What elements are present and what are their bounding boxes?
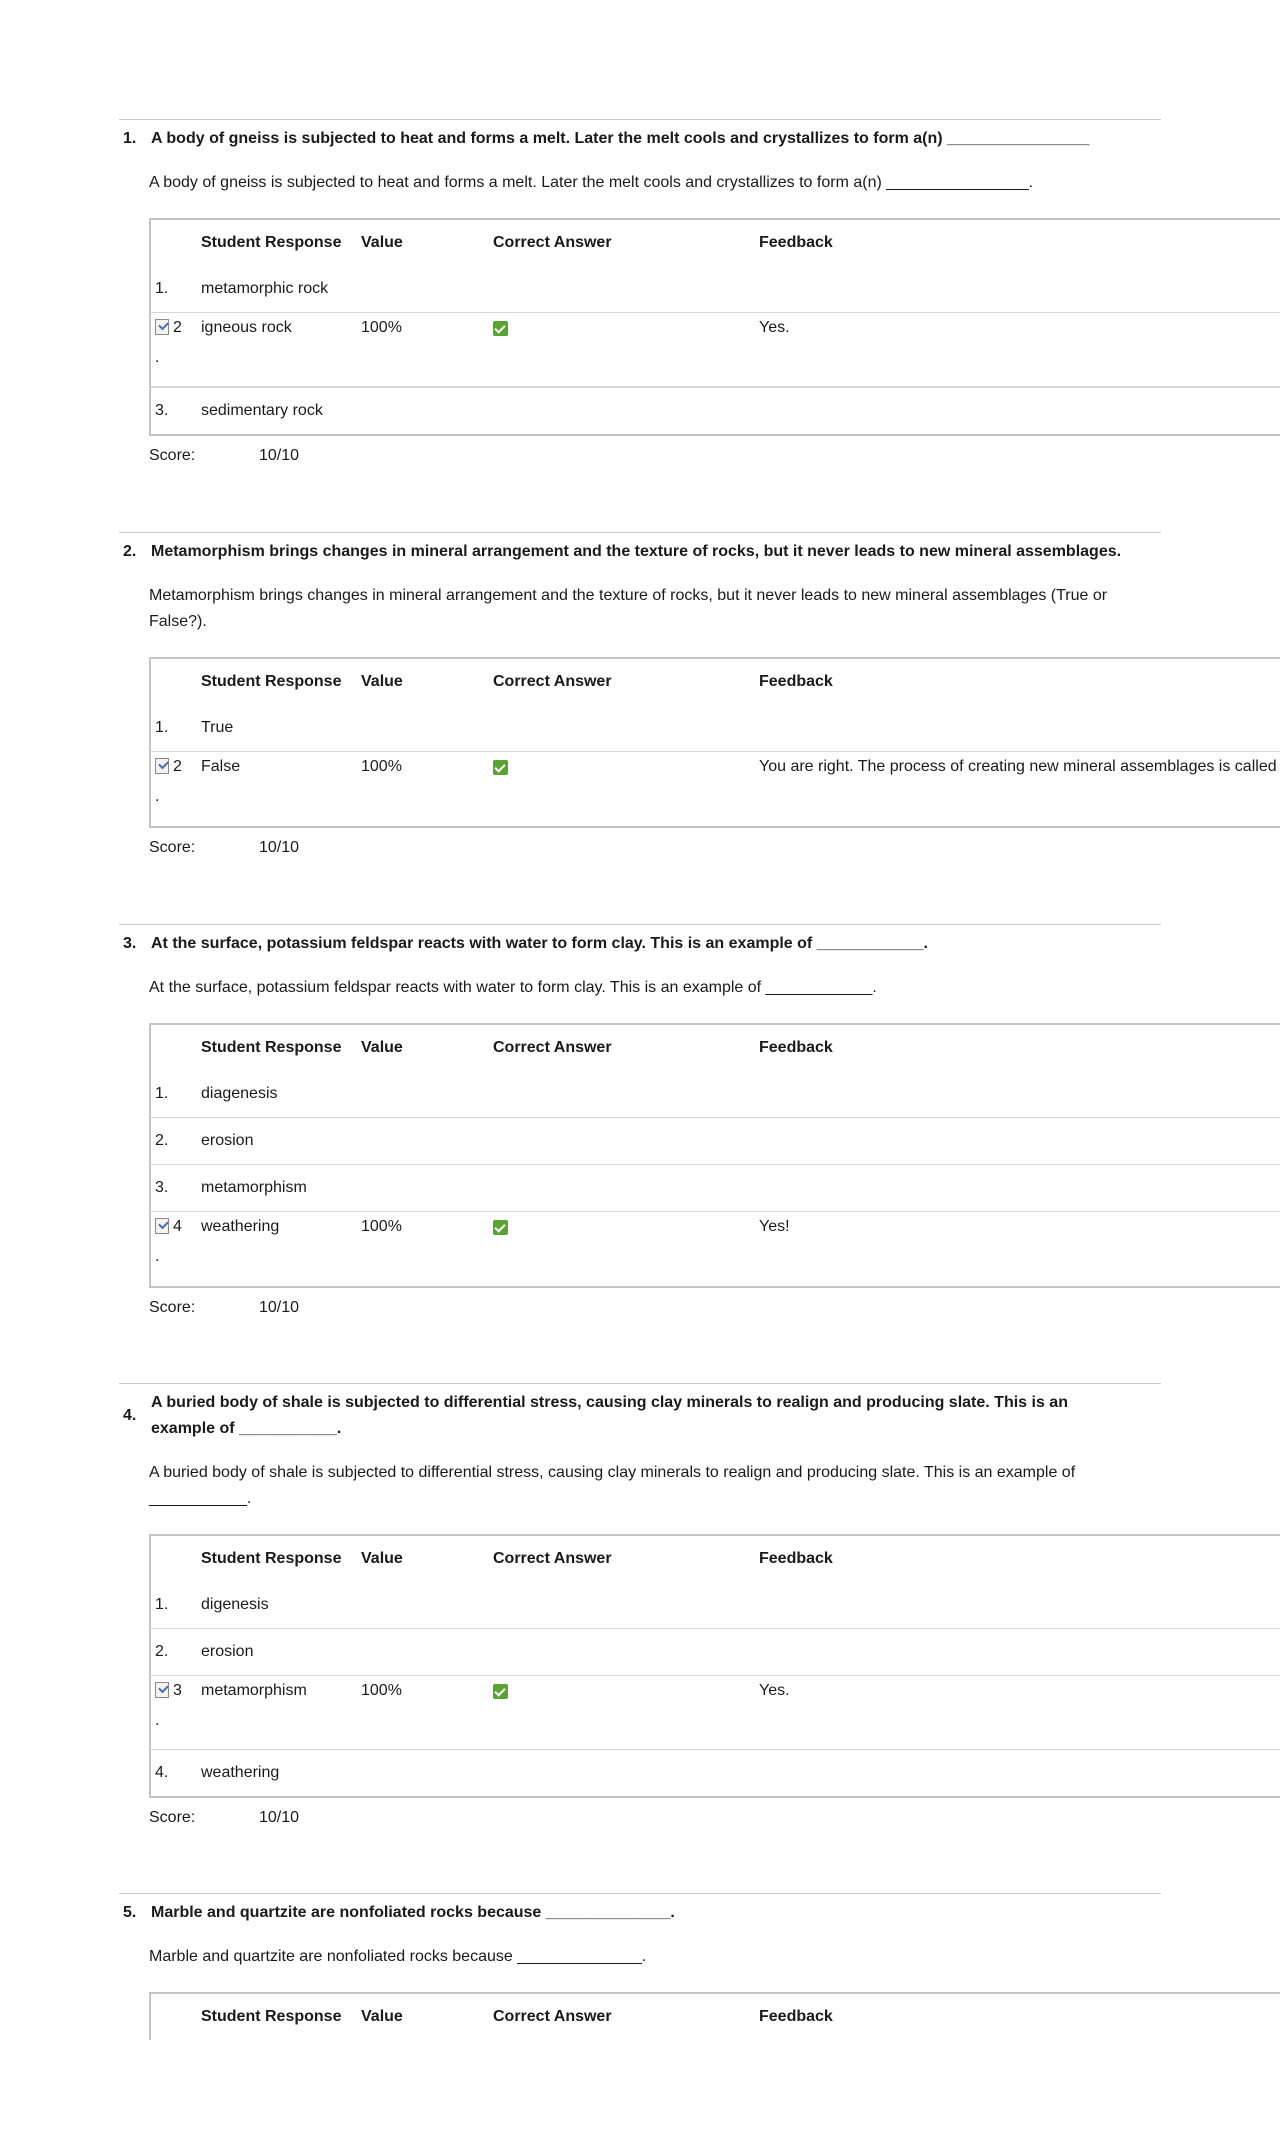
score-row (149, 836, 1280, 860)
response-table (149, 218, 1280, 436)
col-correct-answer: Correct Answer (493, 673, 612, 690)
table-row-selected: 3 . metamorphism 100% Yes. (151, 1676, 1280, 1750)
score-value: 10/10 (259, 1809, 300, 1826)
option-index: 2 (173, 319, 182, 336)
question-header (119, 1390, 1161, 1442)
question-number: 5. (123, 1904, 137, 1921)
question-text: A buried body of shale is subjected to differential stress, causing clay minerals to realign and producing slate. This is an example of ___________. (149, 1464, 1076, 1507)
response-table (149, 1534, 1280, 1798)
option-value: 100% (361, 758, 402, 775)
question-number: 4. (123, 1407, 137, 1424)
table-row-selected: 4 . weathering 100% Yes! (151, 1212, 1280, 1286)
correct-check-icon (493, 1220, 508, 1235)
table-row (151, 1582, 1280, 1629)
option-response: metamorphic rock (201, 280, 329, 297)
correct-check-icon (493, 321, 508, 336)
table-row (151, 1750, 1280, 1796)
score-value: 10/10 (259, 1299, 300, 1316)
question-text: Metamorphism brings changes in mineral arrangement and the texture of rocks, but it never leads to new mineral assemblages (True or False?). (149, 587, 1108, 630)
option-index: 3. (155, 402, 169, 419)
option-value: 100% (361, 319, 402, 336)
question-text: At the surface, potassium feldspar reacts with water to form clay. This is an example of ____________. (149, 979, 877, 996)
col-student-response: Student Response (201, 1039, 342, 1056)
score-value: 10/10 (259, 839, 300, 856)
score-row (149, 1296, 1280, 1320)
col-feedback: Feedback (759, 1039, 833, 1056)
option-index: 3. (155, 1179, 169, 1196)
option-index: 1. (155, 1085, 169, 1102)
correct-check-icon (493, 760, 508, 775)
question-number: 1. (123, 130, 137, 147)
col-correct-answer: Correct Answer (493, 1550, 612, 1567)
table-row (151, 266, 1280, 313)
table-header-row (151, 1536, 1280, 1582)
score-value: 10/10 (259, 447, 300, 464)
option-response: metamorphism (201, 1179, 307, 1196)
option-index: 2. (155, 1132, 169, 1149)
question-number: 2. (123, 543, 137, 560)
option-feedback: Yes. (759, 1682, 790, 1699)
question-divider (119, 1893, 1161, 1894)
question-text: A body of gneiss is subjected to heat and forms a melt. Later the melt cools and crystallizes to form a(n) ________________. (149, 174, 1034, 191)
score-label: Score: (149, 839, 196, 856)
option-response: weathering (201, 1218, 280, 1235)
correct-check-icon (493, 1684, 508, 1699)
question-header (119, 539, 1161, 565)
question-1 (119, 119, 1280, 468)
question-title: A body of gneiss is subjected to heat and forms a melt. Later the melt cools and crystallizes to form a(n) ________________ (151, 130, 1090, 147)
option-index: 2. (155, 1643, 169, 1660)
option-index: 1. (155, 1596, 169, 1613)
option-feedback: Yes! (759, 1218, 790, 1235)
option-response: diagenesis (201, 1085, 278, 1102)
question-2 (119, 532, 1280, 860)
score-label: Score: (149, 1809, 196, 1826)
question-5 (119, 1893, 1280, 2040)
option-response: digenesis (201, 1596, 269, 1613)
response-table (149, 657, 1280, 828)
response-table (149, 1023, 1280, 1288)
option-index: 3 (173, 1682, 182, 1699)
option-response: False (201, 758, 241, 775)
col-correct-answer: Correct Answer (493, 2008, 612, 2025)
table-row (151, 1165, 1280, 1212)
question-divider (119, 924, 1161, 925)
option-index: 2 (173, 758, 182, 775)
question-3 (119, 924, 1280, 1320)
col-value: Value (361, 1550, 403, 1567)
table-header-row (151, 1025, 1280, 1071)
score-row (149, 444, 1280, 468)
table-row-selected: 2 . False 100% You are right. The process of creating new mineral assemblages is called (151, 752, 1280, 826)
col-feedback: Feedback (759, 1550, 833, 1567)
question-header (119, 126, 1161, 152)
question-header (119, 1900, 1161, 1926)
question-title: A buried body of shale is subjected to differential stress, causing clay minerals to realign and producing slate. This is an example of ___________. (151, 1394, 1068, 1437)
option-response: igneous rock (201, 319, 292, 336)
col-student-response: Student Response (201, 673, 342, 690)
question-4 (119, 1383, 1280, 1830)
option-response: erosion (201, 1643, 254, 1660)
score-label: Score: (149, 1299, 196, 1316)
col-student-response: Student Response (201, 1550, 342, 1567)
question-divider (119, 119, 1161, 120)
table-header-row (151, 659, 1280, 705)
option-index: 4. (155, 1764, 169, 1781)
col-correct-answer: Correct Answer (493, 1039, 612, 1056)
table-header-row (151, 220, 1280, 266)
col-student-response: Student Response (201, 234, 342, 251)
col-value: Value (361, 2008, 403, 2025)
option-index: 1. (155, 719, 169, 736)
col-student-response: Student Response (201, 2008, 342, 2025)
table-row (151, 705, 1280, 752)
option-response: weathering (201, 1764, 280, 1781)
table-header-row (151, 1994, 1280, 2040)
question-header (119, 931, 1161, 957)
selected-answer-icon (155, 1218, 169, 1234)
option-value: 100% (361, 1218, 402, 1235)
score-row (149, 1806, 1280, 1830)
option-value: 100% (361, 1682, 402, 1699)
question-title: Metamorphism brings changes in mineral arrangement and the texture of rocks, but it never leads to new mineral assemblages. (151, 543, 1122, 560)
table-row (151, 1629, 1280, 1676)
option-feedback: You are right. The process of creating new mineral assemblages is called (759, 758, 1277, 775)
option-response: sedimentary rock (201, 402, 323, 419)
selected-answer-icon (155, 319, 169, 335)
question-title: Marble and quartzite are nonfoliated rocks because ______________. (151, 1904, 675, 1921)
option-response: metamorphism (201, 1682, 307, 1699)
col-value: Value (361, 673, 403, 690)
score-label: Score: (149, 447, 196, 464)
option-index: 4 (173, 1218, 182, 1235)
question-number: 3. (123, 935, 137, 952)
question-divider (119, 532, 1161, 533)
table-row (151, 1118, 1280, 1165)
question-title: At the surface, potassium feldspar reacts with water to form clay. This is an example of ____________. (151, 935, 928, 952)
col-feedback: Feedback (759, 234, 833, 251)
table-row-selected: 2 . igneous rock 100% Yes. (151, 313, 1280, 387)
col-feedback: Feedback (759, 673, 833, 690)
col-value: Value (361, 1039, 403, 1056)
option-feedback: Yes. (759, 319, 790, 336)
selected-answer-icon (155, 758, 169, 774)
response-table (149, 1992, 1280, 2040)
col-value: Value (361, 234, 403, 251)
col-correct-answer: Correct Answer (493, 234, 612, 251)
question-divider (119, 1383, 1161, 1384)
col-feedback: Feedback (759, 2008, 833, 2025)
table-row (151, 1071, 1280, 1118)
question-text: Marble and quartzite are nonfoliated rocks because ______________. (149, 1948, 647, 1965)
option-response: erosion (201, 1132, 254, 1149)
table-row (151, 387, 1280, 434)
option-response: True (201, 719, 234, 736)
option-index: 1. (155, 280, 169, 297)
selected-answer-icon (155, 1682, 169, 1698)
